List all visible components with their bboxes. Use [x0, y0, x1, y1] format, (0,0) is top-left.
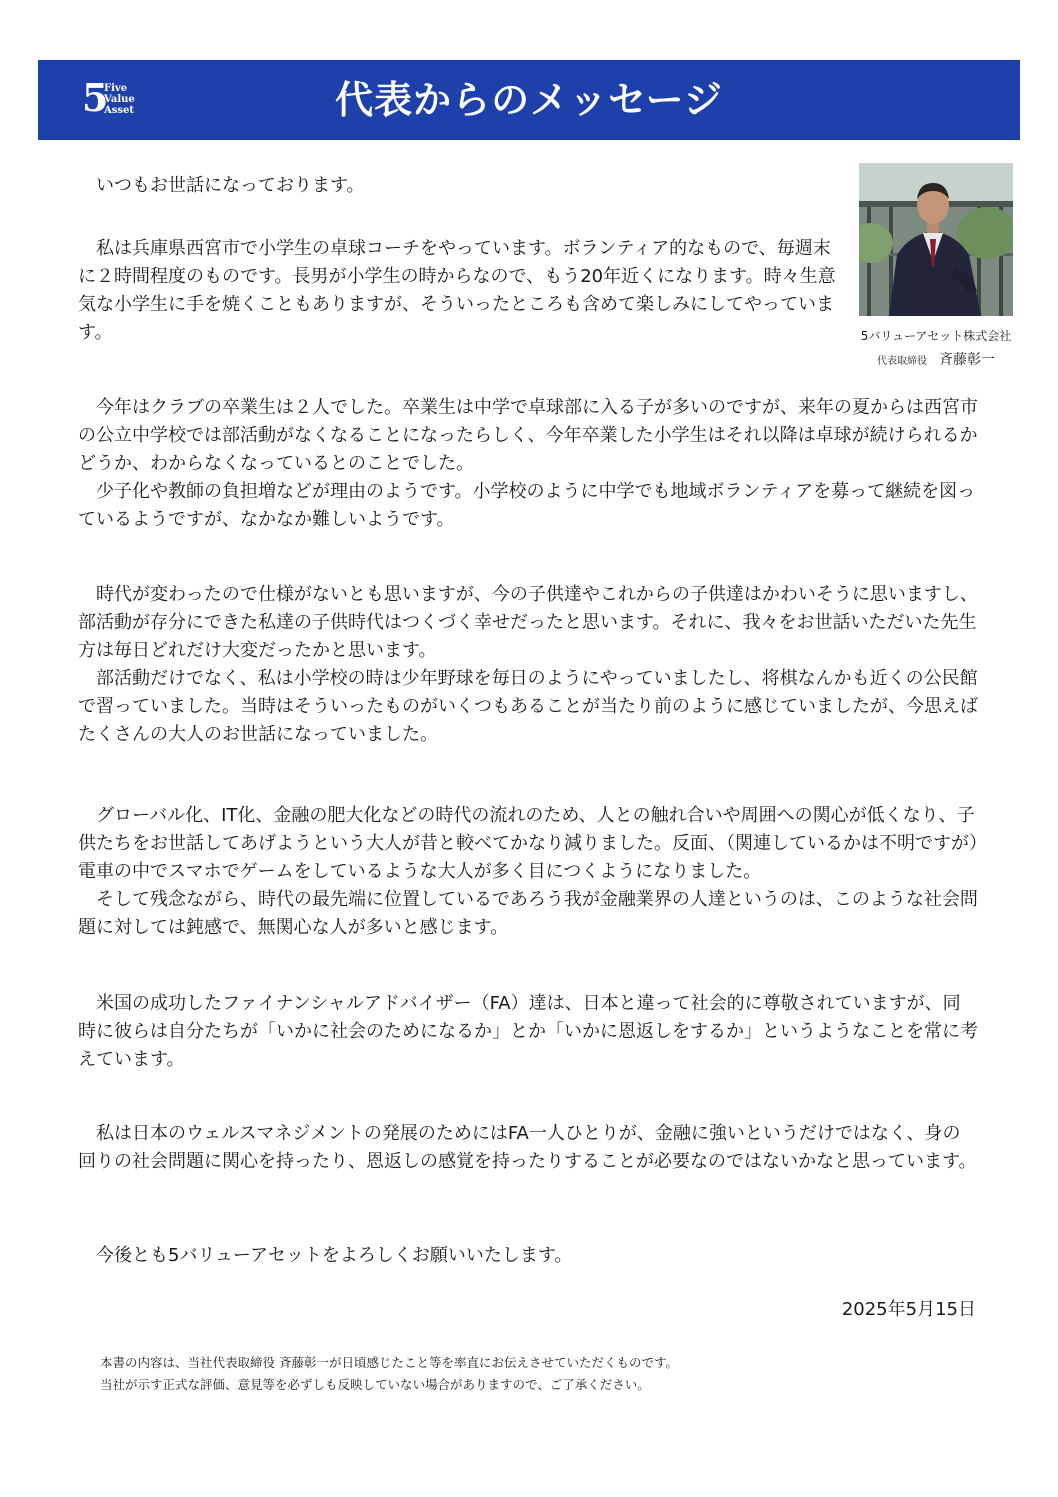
logo-word: Five — [104, 83, 128, 94]
logo-word: Value — [104, 94, 135, 105]
representative-role: 代表取締役 — [877, 356, 927, 367]
paragraph-coaching: 私は兵庫県西宮市で小学生の卓球コーチをやっています。ボランティア的なもので、毎週末に２時間程度のものです。長男が小学生の時からなので、もう20年近くになります。時々生意気な小学生に手を焼くこともありますが、そういったところも含めて楽しみにしてやっています。 — [78, 238, 836, 343]
paragraph-wealth-management: 私は日本のウェルスマネジメントの発展のためにはFA一人ひとりが、金融に強いというだけではなく、身の回りの社会問題に関心を持ったり、恩返しの感覚を持ったりすることが必要なのではないかなと思っています。 — [78, 1123, 977, 1172]
representative-name: 斉藤彰一 — [939, 352, 995, 368]
letter-date: 2025年5月15日 — [841, 1299, 976, 1320]
disclaimer-line: 当社が示す正式な評価、意見等を必ずしも反映していない場合がありますので、ご了承ください。 — [100, 1377, 650, 1392]
portrait-illustration — [859, 163, 1013, 316]
paragraph-greeting: いつもお世話になっております。 — [78, 175, 365, 196]
paragraph-us-advisors: 米国の成功したファイナンシャルアドバイザー（FA）達は、日本と違って社会的に尊敬されていますが、同時に彼らは自分たちが「いかに社会のためになるか」とか「いかに恩返しをするか」というようなことを常に考えています。 — [78, 993, 978, 1070]
company-name-caption: 5バリューアセット株式会社 — [860, 329, 1012, 343]
representative-caption — [850, 350, 1022, 371]
logo-word: Asset — [104, 105, 134, 116]
paragraph-childhood: 時代が変わったので仕様がないとも思いますが、今の子供達やこれからの子供達はかわいそうに思いますし、部活動が存分にできた私達の子供時代はつくづく幸せだったと思います。それに、我々をお世話いただいた先生方は毎日どれだけ大変だったかと思います。 部活動だけでなく、私は小学校の時は少年野球を毎日のようにやっていましたし、将棋なんかも近くの公民館で習っていました。当時はそういったものがいくつもあることが当たり前のように感じていましたが、今思えばたくさんの大人のお世話になっていました。 — [78, 584, 978, 745]
paragraph-society: グローバル化、IT化、金融の肥大化などの時代の流れのため、人との触れ合いや周囲への関心が低くなり、子供たちをお世話してあげようという大人が昔と較べてかなり減りました。反面、（関連しているかは不明ですが）電車の中でスマホでゲームをしているような大人が多く目につくようになりました。 そして残念ながら、時代の最先端に位置しているであろう我が金融業界の人達というのは、このような社会問題に対しては鈍感で、無関心な人が多いと感じます。 — [78, 805, 978, 938]
paragraph-graduates: 今年はクラブの卒業生は２人でした。卒業生は中学で卓球部に入る子が多いのですが、来年の夏からは西宮市の公立中学校では部活動がなくなることになったらしく、今年卒業した小学生はそれ以降は卓球が続けられるかどうか、わからなくなっているとのことでした。 少子化や教師の負担増などが理由のようです。小学校のように中学でも地域ボランティアを募って継続を図っているようですが、なかなか難しいようです。 — [78, 397, 978, 530]
disclaimer-line: 本書の内容は、当社代表取締役 斉藤彰一が日頃感じたこと等を率直にお伝えさせていただくものです。 — [100, 1355, 678, 1370]
logo-number: 5 — [82, 75, 109, 120]
representative-photo — [859, 163, 1013, 316]
disclaimer — [100, 1352, 1000, 1396]
header-banner — [38, 60, 1020, 140]
page-title: 代表からのメッセージ — [335, 78, 723, 122]
paragraph-closing: 今後とも5バリューアセットをよろしくお願いいたします。 — [78, 1245, 573, 1266]
